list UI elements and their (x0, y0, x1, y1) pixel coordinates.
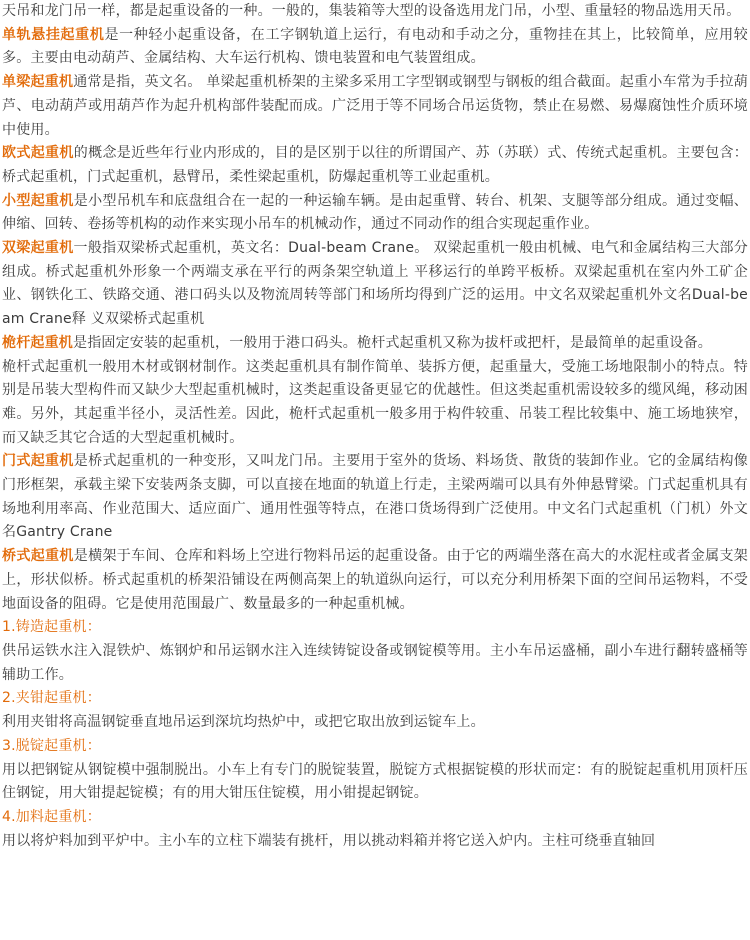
section-term: 门式起重机 (2, 453, 74, 470)
numbered-heading: 1.铸造起重机： (2, 619, 101, 636)
section-paragraph (2, 237, 748, 332)
section-term: 双梁起重机 (2, 240, 74, 257)
section-paragraph (2, 71, 748, 142)
section-text: 是桥式起重机的一种变形，又叫龙门吊。主要用于室外的货场、料场货、散货的装卸作业。它的金属结构像门形框架，承载主梁下安装两条支脚，可以直接在地面的轨道上行走，主梁两端可以具有外伸悬臂梁。门式起重机具有场地利用率高、作业范围大、适应面广、通用性强等特点，在港口货场得到广泛使用。中文名门式起重机（门机）外文名Gantry Crane (2, 453, 748, 541)
intro-paragraph: 天吊和龙门吊一样，都是起重设备的一种。一般的，集装箱等大型的设备选用龙门吊，小型、重量轻的物品选用天吊。 (2, 3, 741, 19)
section-paragraph (2, 190, 748, 237)
section-text: 是一种轻小起重设备，在工字钢轨道上运行，有电动和手动之分，重物挂在其上，比较简单，应用较多。主要由电动葫芦、金属结构、大车运行机构、馈电装置和电气装置组成。 (2, 26, 748, 67)
section-text: 通常是指，英文名。 单梁起重机桥架的主梁多采用工字型钢或钢型与钢板的组合截面。起重小车常为手拉葫芦、电动葫芦或用葫芦作为起升机构部件装配而成。广泛用于等不同场合吊运货物，禁止在易燃、易爆腐蚀性介质环境中使用。 (2, 74, 748, 138)
section-text: 桅杆式起重机一般用木材或钢材制作。这类起重机具有制作简单、装拆方便，起重量大，受施工场地限制小的特点。特别是吊装大型构件而又缺少大型起重机械时，这类起重设备更显它的优越性。但这类起重机需设较多的缆风绳，移动困难。另外，其起重半径小，灵活性差。因此，桅杆式起重机一般多用于构件较重、吊装工程比较集中、施工场地狭窄，而又缺乏其它合适的大型起重机械时。 (2, 358, 748, 446)
section-text: 的概念是近些年行业内形成的，目的是区别于以往的所谓国产、苏（苏联）式、传统式起重机。主要包含：桥式起重机，门式起重机，悬臂吊，柔性梁起重机，防爆起重机等工业起重机。 (2, 145, 748, 185)
section-term: 小型起重机 (2, 192, 74, 209)
section-paragraph (2, 332, 748, 356)
section-term: 单轨悬挂起重机 (2, 26, 105, 43)
section-paragraph (2, 450, 748, 545)
numbered-heading: 2.夹钳起重机： (2, 690, 101, 707)
section-text: 是指固定安装的起重机，一般用于港口码头。桅杆式起重机又称为拔杆或把杆，是最简单的起重设备。 (73, 334, 712, 351)
section-text: 是横架于车间、仓库和料场上空进行物料吊运的起重设备。由于它的两端坐落在高大的水泥柱或者金属支架上，形状似桥。桥式起重机的桥架沿铺设在两侧高架上的轨道纵向运行，可以充分利用桥架下面的空间吊运物料，不受地面设备的阻碍。它是使用范围最广、数量最多的一种起重机械。 (2, 548, 748, 612)
numbered-text: 用以将炉料加到平炉中。主小车的立柱下端装有挑杆，用以挑动料箱并将它送入炉内。主柱可绕垂直轴回 (2, 832, 656, 849)
numbered-text: 利用夹钳将高温钢锭垂直地吊运到深坑均热炉中，或把它取出放到运锭车上。 (2, 714, 485, 731)
section-paragraph (2, 356, 748, 451)
section-term: 欧式起重机 (2, 145, 74, 162)
section-paragraph (2, 142, 748, 189)
section-term: 桅杆起重机 (2, 334, 73, 351)
section-paragraph (2, 545, 748, 616)
section-text: 一般指双梁桥式起重机，英文名：Dual-beam Crane。 双梁起重机一般由机械、电气和金属结构三大部分组成。桥式起重机外形象一个两端支承在平行的两条架空轨道上 平移运行的单跨平板桥。双梁起重机在室内外工矿企业、钢铁化工、铁路交通、港口码头以及物流周转等部门和场所均得到广泛的运用。中文名双梁起重机外文名Dual-beam Crane释 义双梁桥式起重机 (2, 240, 749, 328)
numbered-heading: 3.脱锭起重机： (2, 737, 101, 754)
numbered-heading: 4.加料起重机： (2, 808, 101, 825)
section-paragraph (2, 24, 748, 71)
numbered-text: 供吊运铁水注入混铁炉、炼钢炉和吊运钢水注入连续铸锭设备或钢锭模等用。主小车吊运盛桶，副小车进行翻转盛桶等辅助工作。 (2, 642, 748, 683)
numbered-text: 用以把钢锭从钢锭模中强制脱出。小车上有专门的脱锭装置，脱锭方式根据锭模的形状而定：有的脱锭起重机用顶杆压住钢锭，用大钳提起锭模；有的用大钳压住锭模，用小钳提起钢锭。 (2, 761, 748, 802)
section-term: 桥式起重机 (2, 548, 74, 565)
section-text: 是小型吊机车和底盘组合在一起的一种运输车辆。是由起重臂、转台、机架、支腿等部分组成。通过变幅、伸缩、回转、卷扬等机构的动作来实现小吊车的机械动作，通过不同动作的组合实现起重作业。 (2, 192, 748, 233)
section-term: 单梁起重机 (2, 74, 74, 91)
